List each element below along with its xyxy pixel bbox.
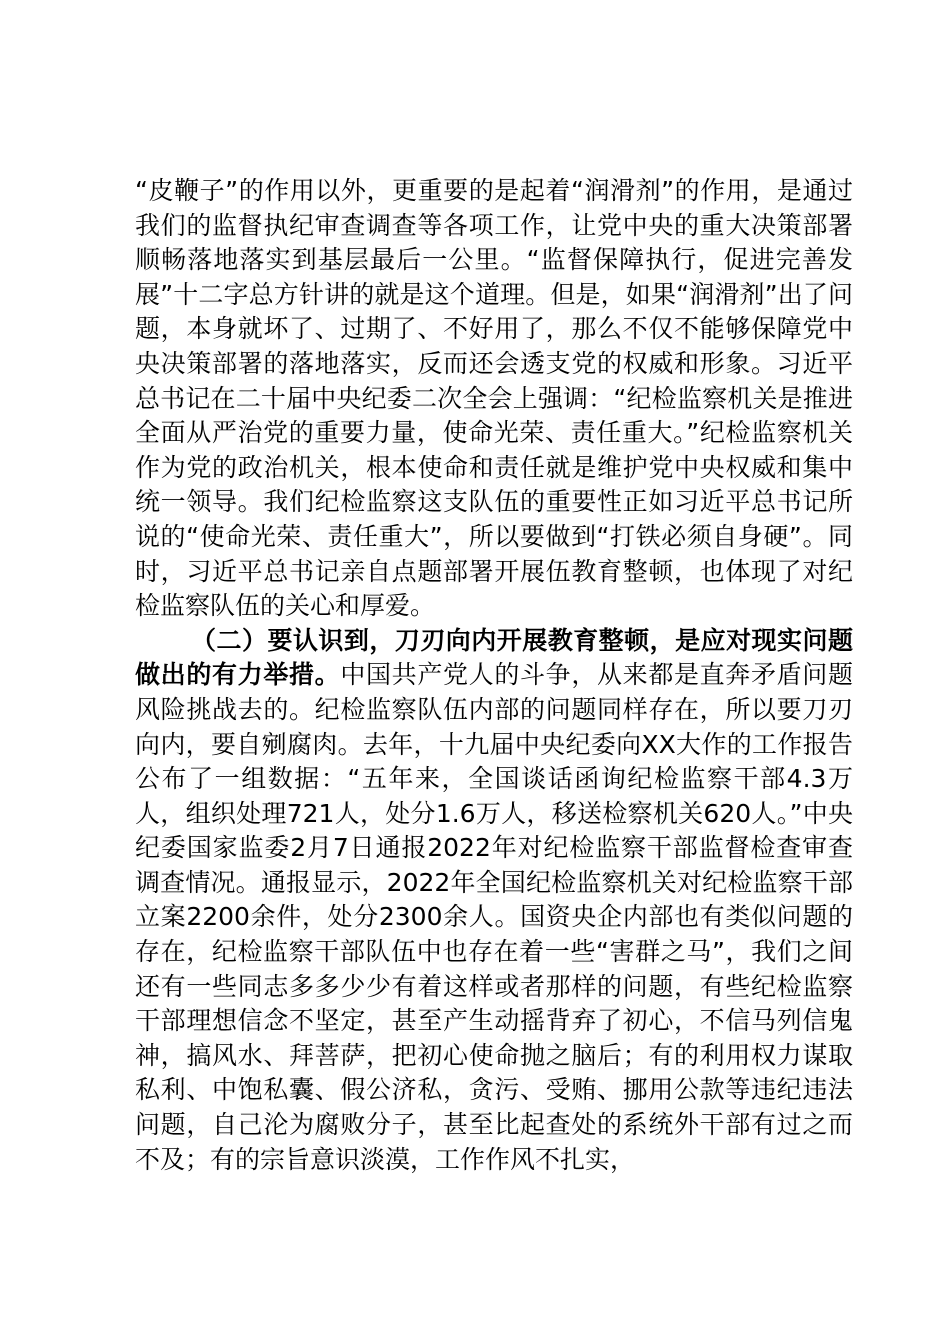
paragraph-2 xyxy=(135,624,853,1178)
section-heading-2: （二）要认识到，刀刃向内开展教育整顿，是应对现实问题做出的有力举措。 xyxy=(135,625,853,690)
paragraph-1: “皮鞭子”的作用以外，更重要的是起着“润滑剂”的作用，是通过我们的监督执纪审查调查等各项工作，让党中央的重大决策部署顺畅落地落实到基层最后一公里。“监督保障执行，促进完善发展”十二字总方针讲的就是这个道理。但是，如果“润滑剂”出了问题，本身就坏了、过期了、不好用了，那么不仅不能够保障党中央决策部署的落地落实，反而还会透支党的权威和形象。习近平总书记在二十届中央纪委二次全会上强调：“纪检监察机关是推进全面从严治党的重要力量，使命光荣、责任重大。”纪检监察机关作为党的政治机关，根本使命和责任就是维护党中央权威和集中统一领导。我们纪检监察这支队伍的重要性正如习近平总书记所说的“使命光荣、责任重大”，所以要做到“打铁必须自身硬”。同时，习近平总书记亲自点题部署开展伍教育整顿，也体现了对纪检监察队伍的关心和厚爱。 xyxy=(135,176,853,621)
paragraph-2-body: 中国共产党人的斗争，从来都是直奔矛盾问题风险挑战去的。纪检监察队伍内部的问题同样存在，所以要刀刃向内，要自剜腐肉。去年，十九届中央纪委向XX大作的工作报告公布了一组数据：“五年来，全国谈话函询纪检监察干部4.3万人，组织处理721人，处分1.6万人，移送检察机关620人。”中央纪委国家监委2月7日通报2022年对纪检监察干部监督检查审查调查情况。通报显示，2022年全国纪检监察机关对纪检监察干部立案2200余件，处分2300余人。国资央企内部也有类似问题的存在，纪检监察干部队伍中也存在着一些“害群之马”，我们之间还有一些同志多多少少有着这样或者那样的问题，有些纪检监察干部理想信念不坚定，甚至产生动摇背弃了初心，不信马列信鬼神，搞风水、拜菩萨，把初心使命抛之脑后；有的利用权力谋取私利、中饱私囊、假公济私，贪污、受贿、挪用公款等违纪违法问题，自己沦为腐败分子，甚至比起查处的系统外干部有过之而不及；有的宗旨意识淡漠，工作作风不扎实， xyxy=(135,660,853,1174)
document-body xyxy=(135,174,853,1177)
